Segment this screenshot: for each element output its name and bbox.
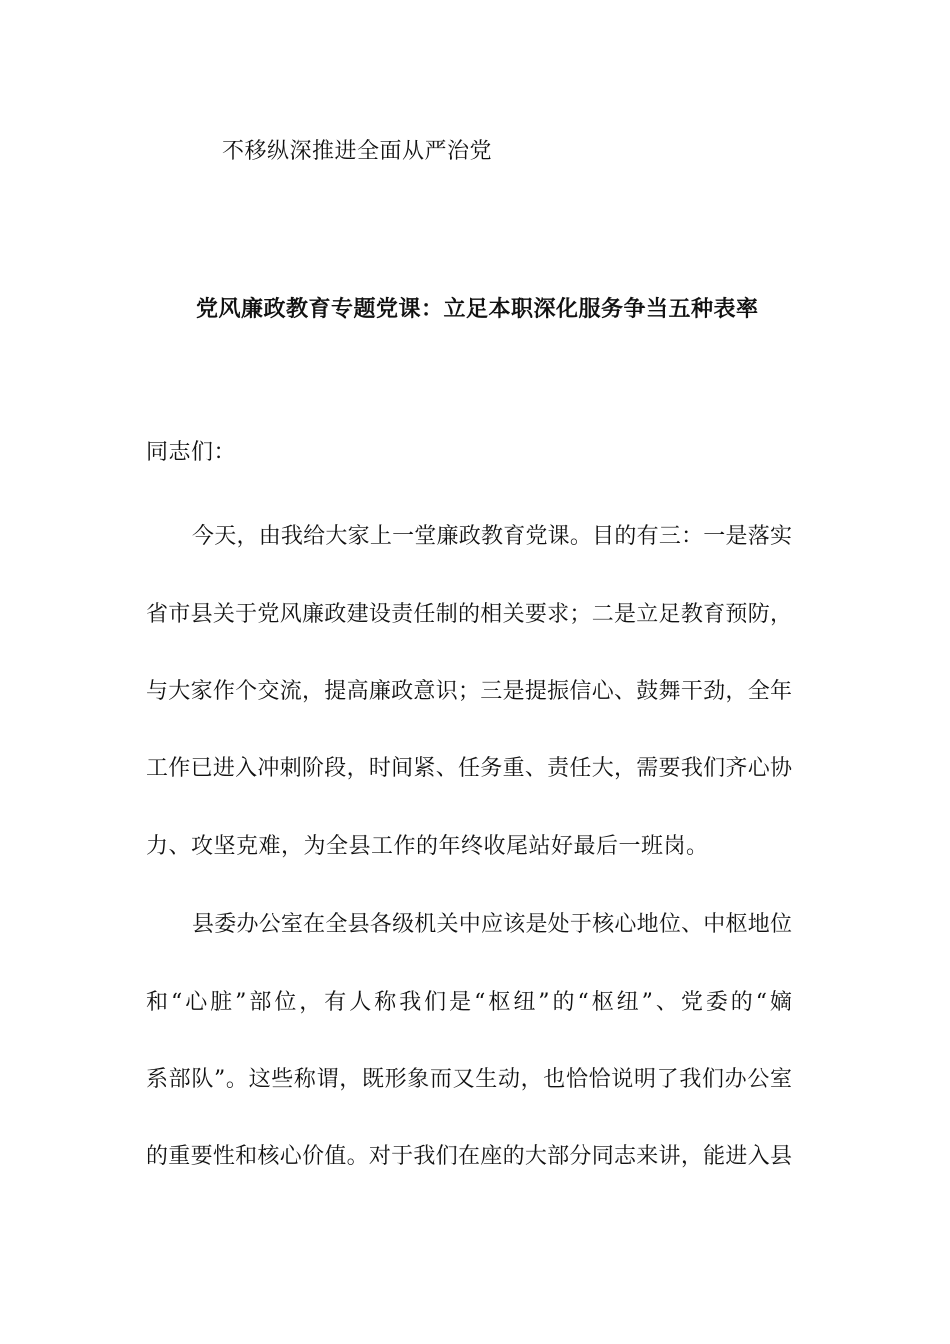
paragraph-1-line-1: 今天，由我给大家上一堂廉政教育党课。目的有三：一是落实	[192, 524, 793, 549]
top-fragment-line: 不移纵深推进全面从严治党	[222, 139, 493, 164]
document-title: 党风廉政教育专题党课：立足本职深化服务争当五种表率	[196, 296, 759, 322]
paragraph-2-line-1: 县委办公室在全县各级机关中应该是处于核心地位、中枢地位	[192, 912, 793, 937]
paragraph-1-line-5: 力、攻坚克难，为全县工作的年终收尾站好最后一班岗。	[146, 834, 709, 859]
paragraph-2-line-2: 和“心脏”部位，有人称我们是“枢纽”的“枢纽”、党委的“嫡	[146, 990, 795, 1015]
paragraph-1-line-2: 省市县关于党风廉政建设责任制的相关要求；二是立足教育预防，	[146, 602, 793, 627]
paragraph-2-line-4: 的重要性和核心价值。对于我们在座的大部分同志来讲，能进入县	[146, 1144, 793, 1169]
paragraph-2-line-3: 系部队”。这些称谓，既形象而又生动，也恰恰说明了我们办公室	[146, 1067, 793, 1092]
salutation: 同志们：	[146, 440, 237, 465]
paragraph-1-line-3: 与大家作个交流，提高廉政意识；三是提振信心、鼓舞干劲，全年	[146, 679, 793, 704]
paragraph-1-line-4: 工作已进入冲刺阶段，时间紧、任务重、责任大，需要我们齐心协	[146, 756, 793, 781]
